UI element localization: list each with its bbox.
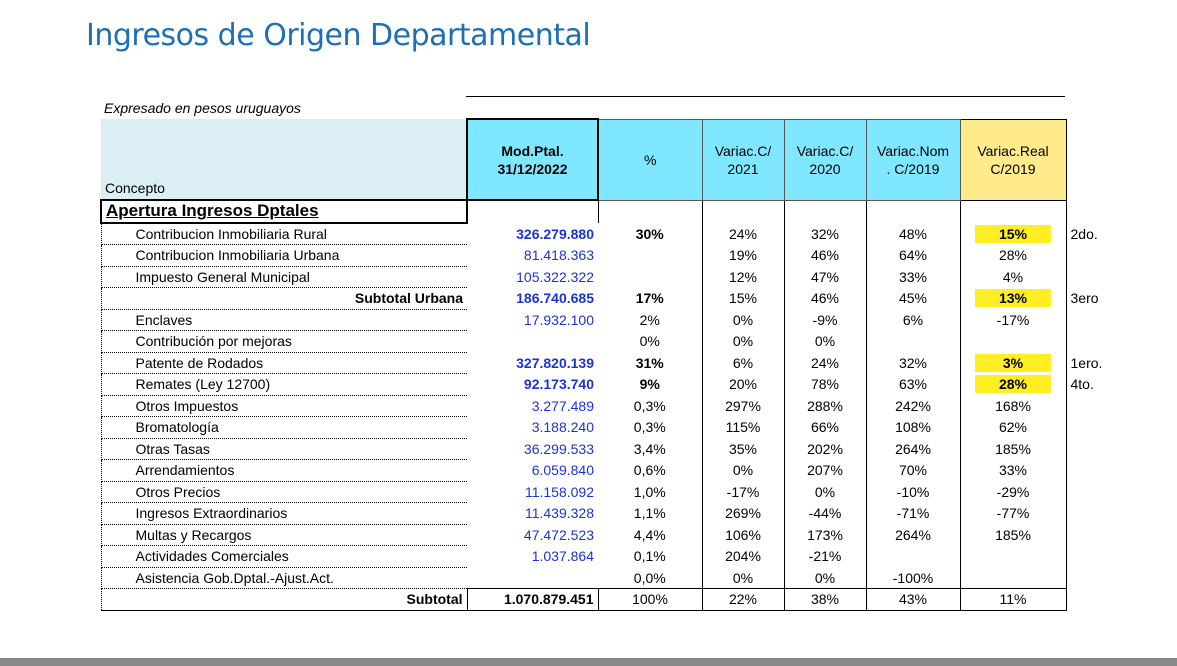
row-monto [467, 567, 598, 589]
table-row [101, 417, 1116, 439]
table-row [101, 546, 1116, 568]
header-var-2020-line2: 2020 [809, 160, 841, 177]
row-var-real: 62% [960, 417, 1066, 439]
row-var-real [960, 352, 1066, 374]
row-pct: 0% [639, 333, 660, 350]
row-pct: 3,4% [633, 440, 666, 457]
row-rank [1066, 567, 1116, 589]
row-rank [1066, 460, 1116, 482]
row-rank [1066, 395, 1116, 417]
row-rank [1066, 266, 1116, 288]
row-rank [1066, 245, 1116, 267]
row-var-2021: 0% [702, 309, 784, 331]
row-var-nom: 108% [866, 417, 960, 439]
total-v2021: 22% [702, 589, 784, 611]
row-var-2021: 106% [702, 524, 784, 546]
row-var-2020: 78% [784, 374, 866, 396]
row-concepto: Ingresos Extraordinarios [101, 503, 467, 525]
row-var-2020: 0% [784, 331, 866, 353]
table-row [101, 481, 1116, 503]
row-concepto: Remates (Ley 12700) [101, 374, 467, 396]
row-var-2020: -44% [784, 503, 866, 525]
row-pct [598, 245, 702, 267]
currency-note: Expresado en pesos uruguayos [104, 100, 301, 116]
row-var-nom: 242% [866, 395, 960, 417]
header-var-2020 [784, 119, 866, 200]
total-label: Subtotal [101, 589, 467, 611]
row-pct: 0,1% [633, 548, 666, 565]
page-title: Ingresos de Origen Departamental [86, 18, 591, 53]
row-pct: 9% [639, 376, 660, 393]
row-monto: 92.173.740 [523, 376, 594, 393]
row-var-2020: 202% [784, 438, 866, 460]
row-var-nom: 32% [866, 352, 960, 374]
row-concepto: Bromatología [101, 417, 467, 439]
row-var-2020: -9% [784, 309, 866, 331]
row-var-2021: 269% [702, 503, 784, 525]
row-var-real [960, 288, 1066, 310]
row-var-nom: 45% [866, 288, 960, 310]
row-monto: 105.322.322 [516, 268, 594, 285]
header-rule [466, 96, 1065, 97]
row-var-2020: 46% [784, 245, 866, 267]
row-var-2021: 297% [702, 395, 784, 417]
row-var-nom: 64% [866, 245, 960, 267]
header-var-nom [866, 119, 960, 200]
row-rank [1066, 481, 1116, 503]
row-var-2020: 288% [784, 395, 866, 417]
row-var-real [960, 546, 1066, 568]
row-monto [467, 331, 598, 353]
row-pct: 1,1% [633, 505, 666, 522]
header-var-2021 [702, 119, 784, 200]
header-mod-line1: Mod.Ptal. [501, 142, 564, 159]
row-pct: 2% [639, 311, 660, 328]
table-row [101, 524, 1116, 546]
total-v2020: 38% [784, 589, 866, 611]
row-var-real: 33% [960, 460, 1066, 482]
total-vnom: 43% [866, 589, 960, 611]
row-var-2021: 12% [702, 266, 784, 288]
row-rank [1066, 524, 1116, 546]
section-title: Apertura Ingresos Dptales [101, 200, 467, 223]
header-concepto: Concepto [101, 119, 467, 200]
header-var-nom-line2: . C/2019 [886, 160, 940, 177]
total-pct: 100% [598, 589, 702, 611]
row-monto: 17.932.100 [523, 311, 594, 328]
row-var-nom: 33% [866, 266, 960, 288]
row-pct: 4,4% [633, 526, 666, 543]
row-monto: 81.418.363 [523, 247, 594, 264]
row-pct [598, 266, 702, 288]
row-rank [1066, 417, 1116, 439]
row-var-2020: 66% [784, 417, 866, 439]
table-body [101, 223, 1116, 589]
row-var-nom: 63% [866, 374, 960, 396]
row-rank [1066, 438, 1116, 460]
row-var-2021: 20% [702, 374, 784, 396]
row-var-real: 4% [960, 266, 1066, 288]
row-var-2020: -21% [784, 546, 866, 568]
header-var-2020-line1: Variac.C/ [796, 142, 854, 159]
row-var-real: -29% [960, 481, 1066, 503]
row-pct: 0,6% [633, 462, 666, 479]
table-row [101, 352, 1116, 374]
row-var-real [960, 331, 1066, 353]
row-var-2021: 0% [702, 460, 784, 482]
row-pct: 0,0% [633, 569, 666, 586]
row-var-real [960, 567, 1066, 589]
row-var-2021: 0% [702, 331, 784, 353]
table-row [101, 395, 1116, 417]
row-concepto: Otras Tasas [101, 438, 467, 460]
row-var-nom: -71% [866, 503, 960, 525]
row-var-2020: 47% [784, 266, 866, 288]
row-var-2021: 35% [702, 438, 784, 460]
table-row [101, 503, 1116, 525]
header-var-2021-line1: Variac.C/ [714, 142, 772, 159]
header-var-2021-line2: 2021 [727, 160, 759, 177]
header-var-nom-line1: Variac.Nom [876, 142, 950, 159]
row-monto: 1.037.864 [531, 548, 594, 565]
row-var-real: 168% [960, 395, 1066, 417]
row-var-2020: 24% [784, 352, 866, 374]
header-var-real [960, 119, 1066, 200]
row-var-nom [866, 546, 960, 568]
row-rank: 1ero. [1070, 354, 1103, 371]
row-var-2020: 0% [784, 567, 866, 589]
header-row [101, 119, 1116, 200]
highlight-value: 15% [975, 225, 1051, 243]
table-row [101, 460, 1116, 482]
row-pct: 30% [635, 225, 664, 242]
row-var-2020: 32% [784, 223, 866, 245]
row-concepto: Patente de Rodados [101, 352, 467, 374]
total-vreal: 11% [960, 589, 1066, 611]
row-var-nom [866, 331, 960, 353]
header-mod-line2: 31/12/2022 [497, 160, 568, 177]
row-monto: 36.299.533 [523, 440, 594, 457]
row-var-nom: 264% [866, 524, 960, 546]
row-var-2021: 0% [702, 567, 784, 589]
row-concepto: Actividades Comerciales [101, 546, 467, 568]
table-row [101, 309, 1116, 331]
row-monto: 3.188.240 [531, 419, 594, 436]
row-monto: 3.277.489 [531, 397, 594, 414]
row-var-nom: 6% [866, 309, 960, 331]
row-var-real: 185% [960, 438, 1066, 460]
bottom-bar [0, 658, 1177, 666]
row-monto: 327.820.139 [516, 354, 594, 371]
row-concepto: Subtotal Urbana [101, 288, 467, 310]
income-table [100, 118, 1117, 611]
row-rank [1066, 331, 1116, 353]
row-concepto: Arrendamientos [101, 460, 467, 482]
row-rank: 3ero [1070, 290, 1099, 307]
table-row [101, 567, 1116, 589]
row-var-nom: -100% [866, 567, 960, 589]
row-monto: 186.740.685 [516, 290, 594, 307]
row-var-2021: 115% [702, 417, 784, 439]
total-row [101, 589, 1116, 611]
row-pct: 17% [635, 290, 664, 307]
highlight-value: 28% [975, 375, 1051, 393]
table-row [101, 223, 1116, 245]
table-row [101, 245, 1116, 267]
row-pct: 0,3% [633, 397, 666, 414]
row-var-real: -77% [960, 503, 1066, 525]
header-mod-ptal [467, 119, 598, 200]
row-pct: 1,0% [633, 483, 666, 500]
row-rank: 2do. [1070, 225, 1098, 242]
row-concepto: Multas y Recargos [101, 524, 467, 546]
row-var-2020: 207% [784, 460, 866, 482]
highlight-value: 13% [975, 289, 1051, 307]
row-monto: 11.439.328 [524, 505, 594, 522]
table-row [101, 288, 1116, 310]
table-row [101, 331, 1116, 353]
highlight-value: 3% [975, 354, 1051, 372]
row-var-real [960, 223, 1066, 245]
row-concepto: Contribución por mejoras [101, 331, 467, 353]
row-monto: 6.059.840 [531, 462, 594, 479]
row-pct: 0,3% [633, 419, 666, 436]
row-var-nom: 264% [866, 438, 960, 460]
row-monto: 326.279.880 [516, 225, 594, 242]
table-row [101, 438, 1116, 460]
row-var-nom: 70% [866, 460, 960, 482]
row-concepto: Otros Impuestos [101, 395, 467, 417]
header-var-real-line2: C/2019 [990, 160, 1036, 177]
header-pct: % [598, 119, 702, 200]
table-row [101, 374, 1116, 396]
row-pct: 31% [635, 354, 664, 371]
row-rank [1066, 546, 1116, 568]
header-var-real-line1: Variac.Real [977, 142, 1049, 159]
section-row [101, 200, 1116, 223]
row-var-real: 28% [960, 245, 1066, 267]
row-concepto: Otros Precios [101, 481, 467, 503]
row-rank: 4to. [1070, 376, 1094, 393]
row-concepto: Contribucion Inmobiliaria Urbana [101, 245, 467, 267]
row-concepto: Contribucion Inmobiliaria Rural [101, 223, 467, 245]
row-var-real: -17% [960, 309, 1066, 331]
row-rank [1066, 503, 1116, 525]
row-var-2021: 6% [702, 352, 784, 374]
row-concepto: Asistencia Gob.Dptal.-Ajust.Act. [101, 567, 467, 589]
row-var-real: 185% [960, 524, 1066, 546]
row-var-2020: 0% [784, 481, 866, 503]
table-row [101, 266, 1116, 288]
row-var-nom: -10% [866, 481, 960, 503]
row-var-2021: -17% [702, 481, 784, 503]
total-monto: 1.070.879.451 [467, 589, 598, 611]
row-var-2021: 204% [702, 546, 784, 568]
row-concepto: Enclaves [101, 309, 467, 331]
row-var-2021: 24% [702, 223, 784, 245]
row-var-2020: 173% [784, 524, 866, 546]
row-rank [1066, 309, 1116, 331]
row-monto: 47.472.523 [523, 526, 594, 543]
row-var-2020: 46% [784, 288, 866, 310]
row-var-nom: 48% [866, 223, 960, 245]
row-var-real [960, 374, 1066, 396]
row-concepto: Impuesto General Municipal [101, 266, 467, 288]
row-var-2021: 15% [702, 288, 784, 310]
row-var-2021: 19% [702, 245, 784, 267]
row-monto: 11.158.092 [524, 483, 594, 500]
